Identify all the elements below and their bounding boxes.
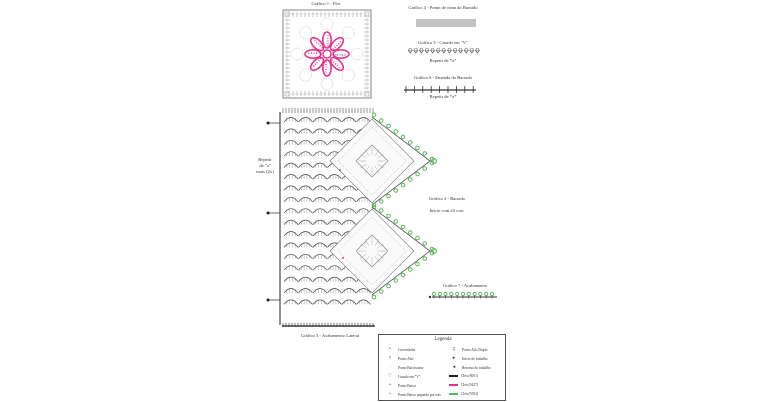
green-picot (423, 152, 427, 156)
legend-label: Ponto Baixíssimo (398, 365, 424, 370)
shell-stitch (342, 197, 356, 202)
chart5-title: Gráfico 5 - Casado em "V" (418, 40, 468, 45)
finish-picot (467, 292, 470, 295)
repeat-marker-dot (267, 122, 270, 125)
v-stitch (436, 50, 440, 53)
green-picot (379, 209, 383, 213)
shell-stitch (328, 186, 342, 191)
green-picot (416, 172, 420, 176)
shell-stitch (313, 197, 327, 202)
legend-item (385, 392, 441, 397)
v-stitch-loop (437, 48, 440, 51)
legend-title: Legenda (434, 337, 452, 342)
shell-stitch (299, 300, 313, 305)
green-picot (394, 220, 398, 224)
green-picot (416, 146, 420, 150)
repeat-marker-dot (267, 299, 270, 302)
legend-item (449, 383, 478, 387)
shell-stitch (284, 220, 298, 225)
shell-stitch (328, 197, 342, 202)
shell-stitch (328, 277, 342, 282)
pink-stitch (331, 60, 332, 61)
v-stitch-loop (442, 48, 445, 51)
shell-stitch (357, 118, 371, 123)
shell-stitch (284, 254, 298, 259)
shell-stitch (299, 152, 313, 157)
green-picot (379, 119, 383, 123)
shell-stitch (313, 118, 327, 123)
shell-stitch (328, 175, 342, 180)
shell-stitch (313, 232, 327, 237)
shell-stitch (284, 300, 298, 305)
legend-color-swatch (449, 384, 458, 387)
green-picot (372, 295, 376, 299)
shell-stitch (313, 277, 327, 282)
pink-stitch (317, 62, 318, 63)
start-marker (339, 169, 341, 171)
repeat-marker-dot (267, 212, 270, 215)
pink-stitch (313, 65, 314, 66)
shell-stitch (284, 118, 298, 123)
green-picot (379, 200, 383, 204)
legend-label: Ponto Baixo pegando por trás (398, 392, 441, 397)
green-picot (408, 141, 412, 145)
shell-stitch (313, 163, 327, 168)
shell-stitch (313, 175, 327, 180)
shell-stitch (328, 140, 342, 145)
shell-stitch (299, 289, 313, 294)
v-stitch-loop (431, 48, 434, 51)
shell-stitch (313, 209, 327, 214)
finish-picot (444, 292, 447, 295)
chain-arc (321, 18, 333, 30)
finish-start-dot (429, 296, 431, 298)
side-repeat-label-2: de "a" (259, 163, 271, 168)
v-stitch (475, 50, 479, 53)
chain-arc (300, 69, 312, 81)
chart6-repeat-label: Repetir de *a* (429, 94, 457, 99)
pink-stitch (315, 64, 316, 65)
shell-stitch (284, 209, 298, 214)
v-stitch-loop (476, 48, 479, 51)
shell-stitch (328, 209, 342, 214)
v-stitch-loop (454, 48, 457, 51)
legend-color-swatch (449, 375, 458, 378)
finish-picot (485, 292, 488, 295)
chart3-title: Gráfico 3 - Acabamento Lateral (300, 333, 360, 338)
shell-stitch (313, 140, 327, 145)
side-repeat-label-1: Repetir (258, 157, 272, 162)
legend-label: Ponto Alto Duplo (462, 347, 488, 352)
pink-stitch (320, 45, 321, 46)
flower-outer-border (283, 10, 371, 98)
legend-box (378, 334, 506, 401)
shell-stitch (328, 129, 342, 134)
finish-picot (461, 292, 464, 295)
shell-stitch (328, 300, 342, 305)
legend-label: Ponto Baixo (398, 383, 416, 388)
v-stitch-loop (465, 48, 468, 51)
legend-label: Correntinha (398, 347, 416, 352)
shell-stitch (313, 186, 327, 191)
chain-arc (351, 48, 363, 60)
shell-stitch (284, 152, 298, 157)
shell-stitch (328, 232, 342, 237)
legend-label: Cléa (5592) (461, 392, 479, 396)
shell-stitch (313, 254, 327, 259)
v-stitch (464, 50, 468, 53)
shell-stitch (299, 175, 313, 180)
v-stitch-loop (420, 48, 423, 51)
chain-arc (342, 69, 354, 81)
v-stitch-loop (448, 48, 451, 51)
finish-picot (438, 292, 441, 295)
green-picot (401, 225, 405, 229)
shell-stitch (284, 266, 298, 271)
pink-stitch (334, 47, 335, 48)
shell-stitch (299, 277, 313, 282)
legend-item (449, 374, 478, 378)
shell-stitch (299, 220, 313, 225)
shell-stitch (299, 232, 313, 237)
side-repeat-label-3: mais (2x) (256, 169, 274, 174)
chart1-title: Gráfico 1 - Flor (311, 1, 341, 6)
pink-stitch (321, 47, 322, 48)
shell-stitch (299, 197, 313, 202)
pink-stitch (318, 60, 319, 61)
legend-symbol-icon: · (389, 365, 391, 370)
shell-stitch (284, 163, 298, 168)
shell-stitch (284, 140, 298, 145)
v-stitch (425, 50, 429, 53)
green-picot (408, 231, 412, 235)
green-picot (372, 113, 376, 117)
shell-stitch (299, 243, 313, 248)
legend-item (385, 383, 416, 388)
shell-stitch (313, 129, 327, 134)
shell-stitch (342, 118, 356, 123)
shell-stitch (284, 129, 298, 134)
green-picot (394, 130, 398, 134)
legend-label: Casado em "V" (398, 374, 421, 379)
legend-symbol-icon: • (389, 347, 391, 352)
green-picot (387, 194, 391, 198)
v-stitch (470, 50, 474, 53)
pink-stitch (340, 41, 341, 42)
chart4-5-6-stitch-rows (404, 19, 480, 93)
chart2-title: Gráfico 2 - Barrado (428, 196, 466, 201)
chain-arc (300, 27, 312, 39)
green-picot (387, 214, 391, 218)
legend-label: Ponto Alto (398, 356, 414, 361)
pink-stitch (314, 40, 315, 41)
finish-picot (479, 292, 482, 295)
chart7-finish-graphic (429, 292, 497, 298)
legend-item (449, 392, 478, 396)
pink-stitch (320, 58, 321, 59)
shell-stitch (284, 175, 298, 180)
pink-stitch (333, 61, 334, 62)
legend-item (385, 374, 420, 379)
shell-stitch (284, 243, 298, 248)
v-stitch-loop (459, 48, 462, 51)
v-stitch (430, 50, 434, 53)
chain-arc (342, 27, 354, 39)
shell-stitch (299, 266, 313, 271)
legend-symbol-icon: ◂ (452, 365, 456, 370)
shell-stitch (342, 209, 356, 214)
pink-stitch (335, 63, 336, 64)
green-picot (387, 284, 391, 288)
legend-symbol-icon: ▸ (452, 356, 456, 361)
v-stitch (447, 50, 451, 53)
legend-symbol-icon: ‡ (452, 347, 456, 352)
flower-inner-border (287, 14, 367, 94)
shell-stitch (328, 118, 342, 123)
green-picot (416, 262, 420, 266)
legend-item (385, 365, 423, 370)
legend-symbol-icon: ♡ (387, 374, 393, 379)
green-picot (408, 178, 412, 182)
legend-label: Cléa (9427) (461, 383, 479, 387)
shell-stitch (299, 186, 313, 191)
shell-stitch (342, 300, 356, 305)
shell-stitch (328, 220, 342, 225)
chain-arc (321, 78, 333, 90)
chain-arc (291, 48, 303, 60)
shell-stitch (328, 289, 342, 294)
pink-stitch (333, 48, 334, 49)
green-picot (394, 189, 398, 193)
pink-stitch (338, 43, 339, 44)
shell-stitch (284, 289, 298, 294)
chart2-start-note: Início com 43 corr. (429, 208, 465, 213)
shell-stitch (313, 300, 327, 305)
pink-stitch (316, 42, 317, 43)
finish-picot (450, 292, 453, 295)
pink-stitch (338, 67, 339, 68)
finish-picot (490, 292, 493, 295)
legend-item (449, 365, 491, 370)
v-stitch-loop (470, 48, 473, 51)
v-stitch-loop (414, 48, 417, 51)
finish-picot (456, 292, 459, 295)
shell-stitch (299, 209, 313, 214)
green-picot (387, 124, 391, 128)
green-picot (379, 290, 383, 294)
finish-picot (432, 292, 435, 295)
green-picot (416, 236, 420, 240)
shell-stitch (284, 186, 298, 191)
green-picot (401, 135, 405, 139)
shell-stitch (342, 277, 356, 282)
pink-stitch (337, 65, 338, 66)
legend-label: Retorno do trabalho (462, 365, 491, 370)
shell-stitch (299, 129, 313, 134)
v-stitch (408, 50, 412, 53)
pink-stitch (318, 44, 319, 45)
green-picot (423, 167, 427, 171)
flower-center (323, 50, 331, 58)
shell-stitch (299, 118, 313, 123)
chart5-repeat-label: Repetir de *a* (429, 58, 457, 63)
shell-stitch (342, 289, 356, 294)
shell-stitch (342, 129, 356, 134)
legend-label: Cléa (8001) (461, 374, 479, 378)
legend-symbol-icon: † (388, 356, 392, 361)
shell-stitch (313, 152, 327, 157)
legend-symbol-icon: + (388, 392, 392, 397)
v-stitch (414, 50, 418, 53)
shell-stitch (313, 243, 327, 248)
shell-stitch (299, 254, 313, 259)
chart4-title: Gráfico 4 - Ponto de cima do Barrado (408, 5, 478, 10)
diamond-motif (330, 119, 414, 203)
legend-symbol-icon: + (388, 383, 392, 388)
chart6-title: Gráfico 6 - Emenda do Barrado (413, 75, 473, 80)
shell-stitch (313, 289, 327, 294)
shell-stitch (299, 163, 313, 168)
green-picot (401, 183, 405, 187)
pink-stitch (336, 45, 337, 46)
shell-stitch (284, 232, 298, 237)
v-stitch (419, 50, 423, 53)
shell-stitch (313, 220, 327, 225)
shell-stitch (342, 186, 356, 191)
shell-stitch (342, 220, 356, 225)
legend-color-swatch (449, 393, 458, 396)
legend-label: Início do trabalho (462, 356, 488, 361)
chart1-flower-graphic (283, 10, 371, 98)
chart7-title: Gráfico 7 - Acabamento (442, 283, 488, 288)
v-stitch (453, 50, 457, 53)
legend-item (449, 347, 487, 352)
shell-stitch (299, 140, 313, 145)
v-stitch-loop (426, 48, 429, 51)
shell-stitch (328, 266, 342, 271)
v-stitch (458, 50, 462, 53)
shell-stitch (284, 277, 298, 282)
legend-item (385, 347, 415, 352)
legend-item (449, 356, 488, 361)
shell-stitch (313, 266, 327, 271)
green-picot (423, 257, 427, 261)
green-picot (401, 273, 405, 277)
start-marker (342, 257, 344, 259)
v-stitch-loop (409, 48, 412, 51)
legend-item (385, 356, 413, 361)
finish-picot (473, 292, 476, 295)
v-stitch (442, 50, 446, 53)
green-picot (408, 268, 412, 272)
green-picot (423, 242, 427, 246)
chart2-border-graphic (267, 108, 437, 327)
shell-stitch (284, 197, 298, 202)
shell-stitch (357, 300, 371, 305)
green-picot (394, 279, 398, 283)
